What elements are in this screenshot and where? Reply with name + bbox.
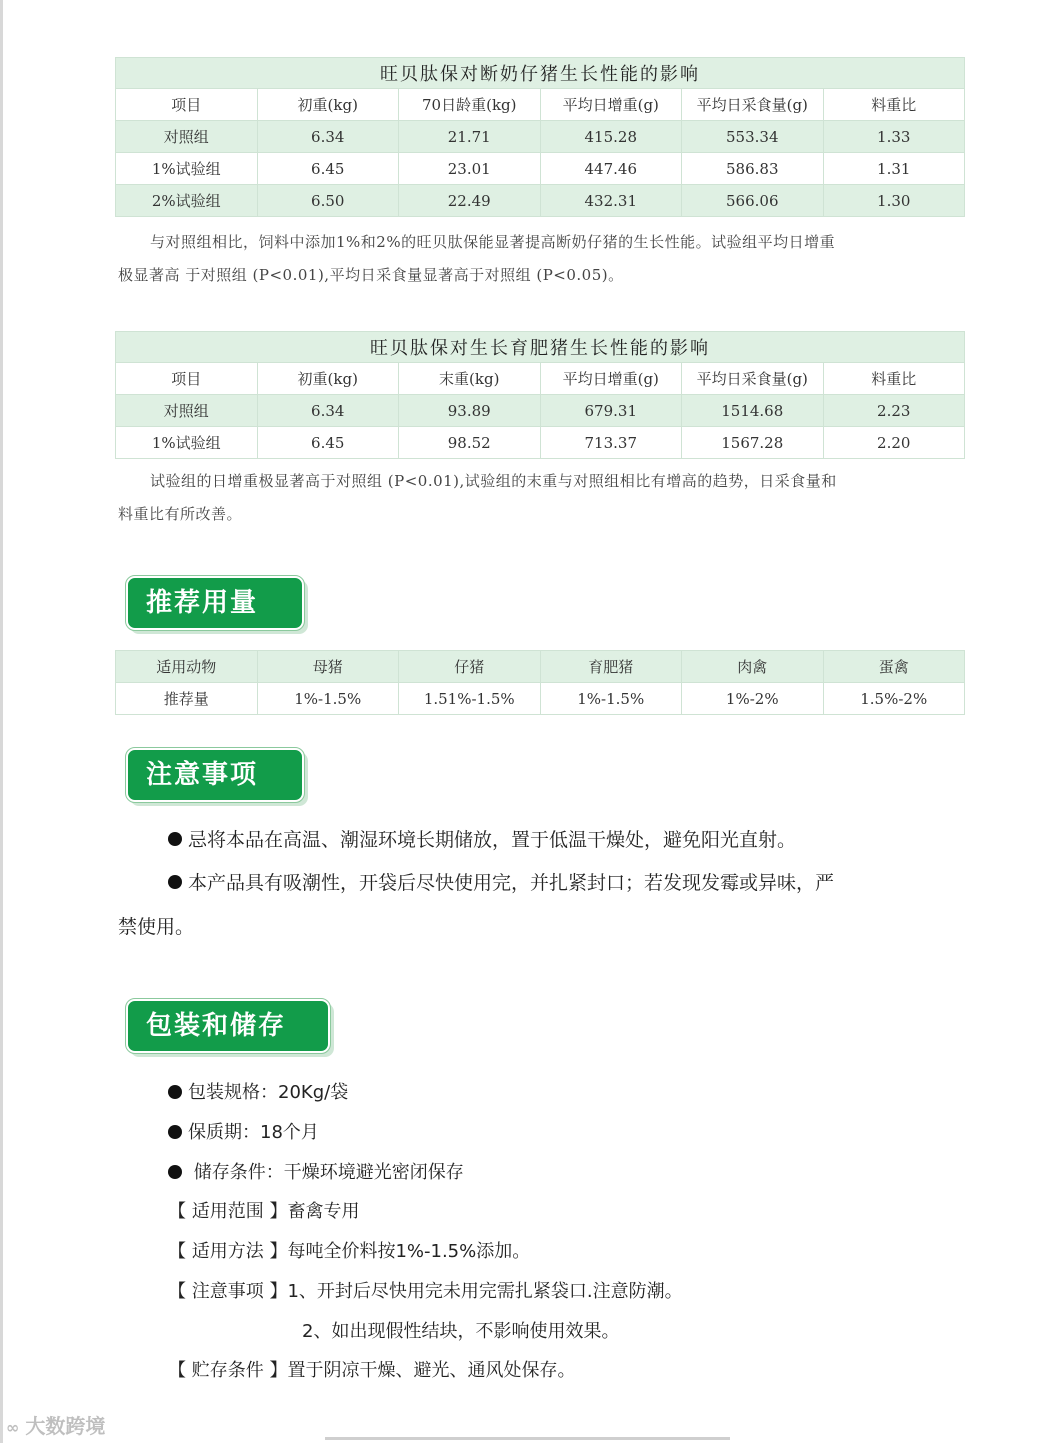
table-header: 仔猪 bbox=[399, 651, 541, 683]
table-cell: 6.34 bbox=[257, 121, 399, 153]
table-title: 旺贝肽保对生长育肥猪生长性能的影响 bbox=[116, 332, 965, 363]
table-cell: 93.89 bbox=[399, 395, 541, 427]
table-header: 适用动物 bbox=[116, 651, 258, 683]
table-cell: 566.06 bbox=[682, 185, 824, 217]
bullet-icon bbox=[168, 875, 182, 889]
table-row bbox=[116, 395, 965, 427]
table-cell: 98.52 bbox=[399, 427, 541, 459]
shelf-life bbox=[168, 1118, 319, 1144]
table-header: 末重(kg) bbox=[399, 363, 541, 395]
table-row bbox=[116, 185, 965, 217]
table-header: 项目 bbox=[116, 89, 258, 121]
storage-condition bbox=[168, 1158, 464, 1184]
bullet-icon bbox=[168, 1165, 182, 1179]
note-item-2 bbox=[118, 861, 968, 949]
weaning-piglet-table bbox=[115, 57, 965, 217]
table-cell: 1%试验组 bbox=[116, 427, 258, 459]
watermark bbox=[6, 1410, 105, 1439]
table-cell: 对照组 bbox=[116, 395, 258, 427]
table-cell: 21.71 bbox=[399, 121, 541, 153]
table-header: 蛋禽 bbox=[823, 651, 965, 683]
table-cell: 1%-2% bbox=[682, 683, 824, 715]
table-cell: 553.34 bbox=[682, 121, 824, 153]
table-cell: 推荐量 bbox=[116, 683, 258, 715]
usage-method: 【 适用方法 】每吨全价料按1%-1.5%添加。 bbox=[168, 1241, 531, 1262]
table-cell: 1%-1.5% bbox=[540, 683, 682, 715]
section-title: 推荐用量 bbox=[146, 588, 259, 618]
table-header: 平均日增重(g) bbox=[540, 89, 682, 121]
packaging-spec bbox=[168, 1078, 348, 1104]
table-cell: 1.31 bbox=[823, 153, 965, 185]
table-row bbox=[116, 683, 965, 715]
table-header: 平均日采食量(g) bbox=[682, 89, 824, 121]
table-cell: 432.31 bbox=[540, 185, 682, 217]
table-cell: 对照组 bbox=[116, 121, 258, 153]
dosage-table bbox=[115, 650, 965, 715]
caution-2: 2、如出现假性结块，不影响使用效果。 bbox=[302, 1321, 620, 1342]
table-cell: 415.28 bbox=[540, 121, 682, 153]
paragraph-line: 极显著高 于对照组 (P<0.01),平均日采食量显著高于对照组 (P<0.05)。 bbox=[118, 266, 624, 284]
applicable-scope: 【 适用范围 】畜禽专用 bbox=[168, 1201, 360, 1222]
table-cell: 447.46 bbox=[540, 153, 682, 185]
table-cell: 1.51%-1.5% bbox=[399, 683, 541, 715]
table-row bbox=[116, 427, 965, 459]
table-header: 母猪 bbox=[257, 651, 399, 683]
packaging-section-badge bbox=[126, 999, 330, 1053]
table-header: 平均日增重(g) bbox=[540, 363, 682, 395]
notes-section-badge bbox=[126, 748, 304, 802]
watermark-text: 大数跨境 bbox=[25, 1414, 106, 1438]
table-cell: 2.20 bbox=[823, 427, 965, 459]
storage-text: 储存条件：干燥环境避光密闭保存 bbox=[188, 1162, 464, 1183]
shelf-text: 保质期：18个月 bbox=[188, 1122, 319, 1143]
table-cell: 1.30 bbox=[823, 185, 965, 217]
bullet-icon bbox=[168, 832, 182, 846]
caution-1: 【 注意事项 】1、开封后尽快用完未用完需扎紧袋口.注意防潮。 bbox=[168, 1281, 683, 1302]
note-text: 本产品具有吸潮性，开袋后尽快使用完，并扎紧封口；若发现发霉或异味，严 bbox=[188, 872, 835, 894]
table-cell: 1%试验组 bbox=[116, 153, 258, 185]
table-header: 育肥猪 bbox=[540, 651, 682, 683]
note-text: 忌将本品在高温、潮湿环境长期储放，置于低温干燥处，避免阳光直射。 bbox=[188, 829, 797, 851]
finishing-summary-paragraph bbox=[118, 465, 966, 531]
table-cell: 6.34 bbox=[257, 395, 399, 427]
table-row bbox=[116, 153, 965, 185]
table-cell: 713.37 bbox=[540, 427, 682, 459]
page-edge-line bbox=[0, 0, 3, 1443]
table-cell: 6.45 bbox=[257, 427, 399, 459]
table-cell: 586.83 bbox=[682, 153, 824, 185]
note-item-1 bbox=[118, 818, 968, 862]
watermark-logo-icon: ∞ bbox=[6, 1418, 20, 1437]
paragraph-line: 与对照组相比，饲料中添加1%和2%的旺贝肽保能显著提高断奶仔猪的生长性能。试验组平均日增重 bbox=[150, 233, 836, 251]
table-cell: 1.33 bbox=[823, 121, 965, 153]
table-header: 初重(kg) bbox=[257, 89, 399, 121]
bullet-icon bbox=[168, 1085, 182, 1099]
table-cell: 6.45 bbox=[257, 153, 399, 185]
table-header: 肉禽 bbox=[682, 651, 824, 683]
table-cell: 1.5%-2% bbox=[823, 683, 965, 715]
table-header: 料重比 bbox=[823, 89, 965, 121]
table-header: 初重(kg) bbox=[257, 363, 399, 395]
table-cell: 2.23 bbox=[823, 395, 965, 427]
table-row bbox=[116, 121, 965, 153]
finishing-pig-table bbox=[115, 331, 965, 459]
table-cell: 1567.28 bbox=[682, 427, 824, 459]
table-title: 旺贝肽保对断奶仔猪生长性能的影响 bbox=[116, 58, 965, 89]
table-cell: 2%试验组 bbox=[116, 185, 258, 217]
paragraph-line: 试验组的日增重极显著高于对照组 (P<0.01),试验组的末重与对照组相比有增高的趋势，日采食量和 bbox=[150, 472, 837, 490]
paragraph-line: 料重比有所改善。 bbox=[118, 505, 243, 523]
table-cell: 6.50 bbox=[257, 185, 399, 217]
keep-condition: 【 贮存条件 】置于阴凉干燥、避光、通风处保存。 bbox=[168, 1360, 576, 1381]
table-cell: 22.49 bbox=[399, 185, 541, 217]
section-title: 注意事项 bbox=[146, 760, 259, 790]
bullet-icon bbox=[168, 1125, 182, 1139]
note-text: 禁使用。 bbox=[118, 916, 195, 938]
table-cell: 1%-1.5% bbox=[257, 683, 399, 715]
table-header: 70日龄重(kg) bbox=[399, 89, 541, 121]
table-cell: 1514.68 bbox=[682, 395, 824, 427]
table-header: 料重比 bbox=[823, 363, 965, 395]
weaning-summary-paragraph bbox=[118, 226, 966, 292]
table-header: 项目 bbox=[116, 363, 258, 395]
table-header: 平均日采食量(g) bbox=[682, 363, 824, 395]
table-cell: 23.01 bbox=[399, 153, 541, 185]
section-title: 包装和储存 bbox=[146, 1011, 287, 1041]
dosage-section-badge bbox=[126, 576, 304, 630]
bottom-scroll-indicator bbox=[325, 1437, 730, 1440]
table-cell: 679.31 bbox=[540, 395, 682, 427]
spec-text: 包装规格：20Kg/袋 bbox=[188, 1082, 349, 1103]
